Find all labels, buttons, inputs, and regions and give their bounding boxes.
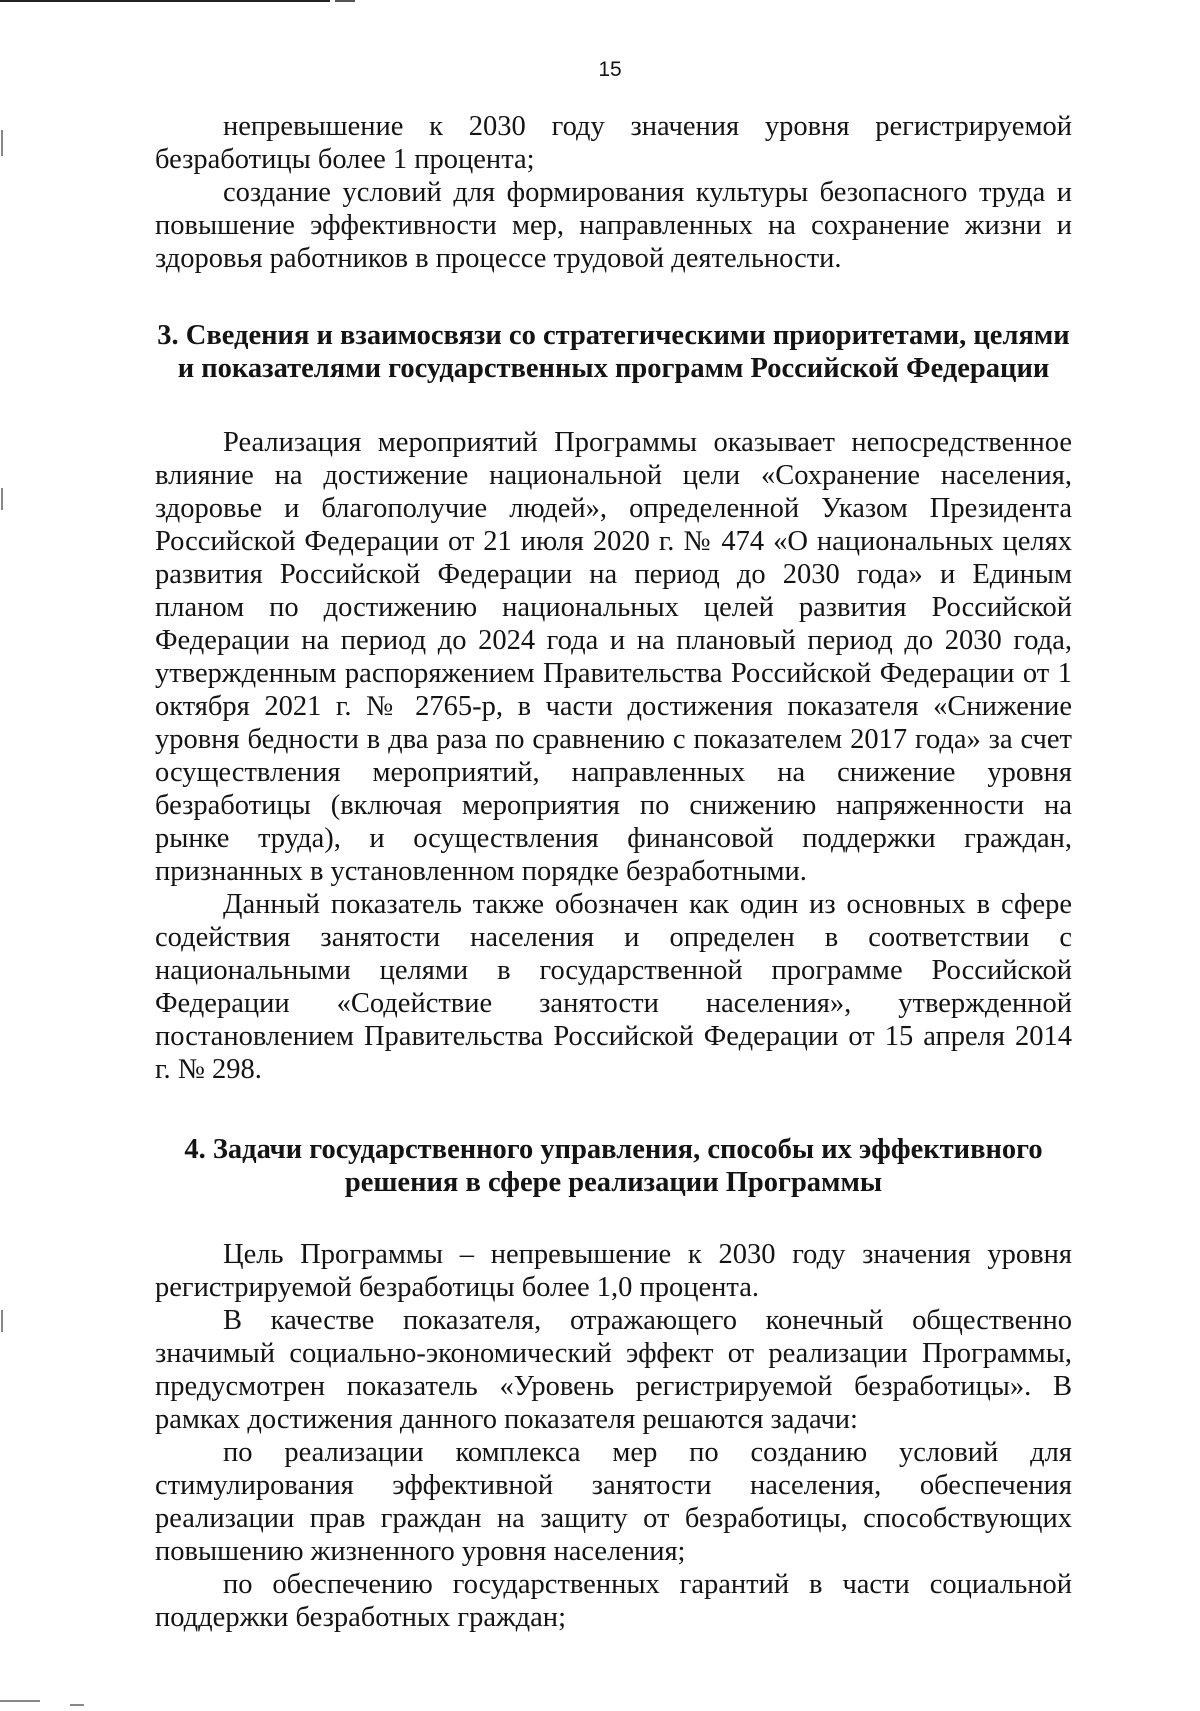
section-heading-line: и показателями государственных программ Российской Федерации <box>177 353 1050 384</box>
section-heading-line: 4. Задачи государственного управления, способы их эффективного <box>184 1134 1043 1165</box>
section-heading <box>155 1133 1072 1199</box>
paragraph: Цель Программы – непревышение к 2030 году значения уровня регистрируемой безработицы более 1,0 процента. <box>155 1239 1072 1303</box>
scan-edge-mark <box>0 1700 40 1702</box>
section-heading <box>155 319 1072 385</box>
paragraph: создание условий для формирования культуры безопасного труда и повышение эффективности мер, направленных на сохранение жизни и здоровья работников в процессе трудовой деятельности. <box>155 177 1072 274</box>
scan-edge-mark <box>1 488 3 510</box>
paragraph: непревышение к 2030 году значения уровня регистрируемой безработицы более 1 процента; <box>155 111 1072 175</box>
section-heading-line: 3. Сведения и взаимосвязи со стратегическими приоритетами, целями <box>157 320 1070 351</box>
scan-edge-mark <box>1 1310 3 1332</box>
paragraph: Реализация мероприятий Программы оказывает непосредственное влияние на достижение национальной цели «Сохранение населения, здоровье и благополучие людей», определенной Указом Президента Российской Федерации от 21 июля 2020 г. № 474 «О национальных целях развития Российской Федерации на период до 2030 года» и Единым планом по достижению национальных целей развития Российской Федерации на период до 2024 года и на плановый период до 2030 года, утвержденным распоряжением Правительства Российской Федерации от 1 октября 2021 г. № 2765-р, в части достижения показателя «Снижение уровня бедности в два раза по сравнению с показателем 2017 года» за счет осуществления мероприятий, направленных на снижение уровня безработицы (включая мероприятия по снижению напряженности на рынке труда), и осуществления финансовой поддержки граждан, признанных в установленном порядке безработными. <box>155 427 1072 887</box>
scan-edge-line <box>0 0 330 2</box>
paragraph: по реализации комплекса мер по созданию условий для стимулирования эффективной занятости населения, обеспечения реализации прав граждан на защиту от безработицы, способствующих повышению жизненного уровня населения; <box>155 1437 1072 1567</box>
scan-edge-mark <box>1 130 3 156</box>
paragraph: В качестве показателя, отражающего конечный общественно значимый социально-экономический эффект от реализации Программы, предусмотрен показатель «Уровень регистрируемой безработицы». В рамках достижения данного показателя решаются задачи: <box>155 1305 1072 1435</box>
paragraph: Данный показатель также обозначен как один из основных в сфере содействия занятости населения и определен в соответствии с национальными целями в государственной программе Российской Федерации «Содействие занятости населения», утвержденной постановлением Правительства Российской Федерации от 15 апреля 2014 г. № 298. <box>155 889 1072 1085</box>
paragraph: по обеспечению государственных гарантий в части социальной поддержки безработных граждан; <box>155 1569 1072 1633</box>
page-number: 15 <box>598 58 622 81</box>
document-body <box>155 110 1072 1634</box>
scan-edge-mark <box>70 1704 84 1706</box>
section-heading-line: решения в сфере реализации Программы <box>344 1167 883 1198</box>
scan-edge-line <box>335 0 355 2</box>
